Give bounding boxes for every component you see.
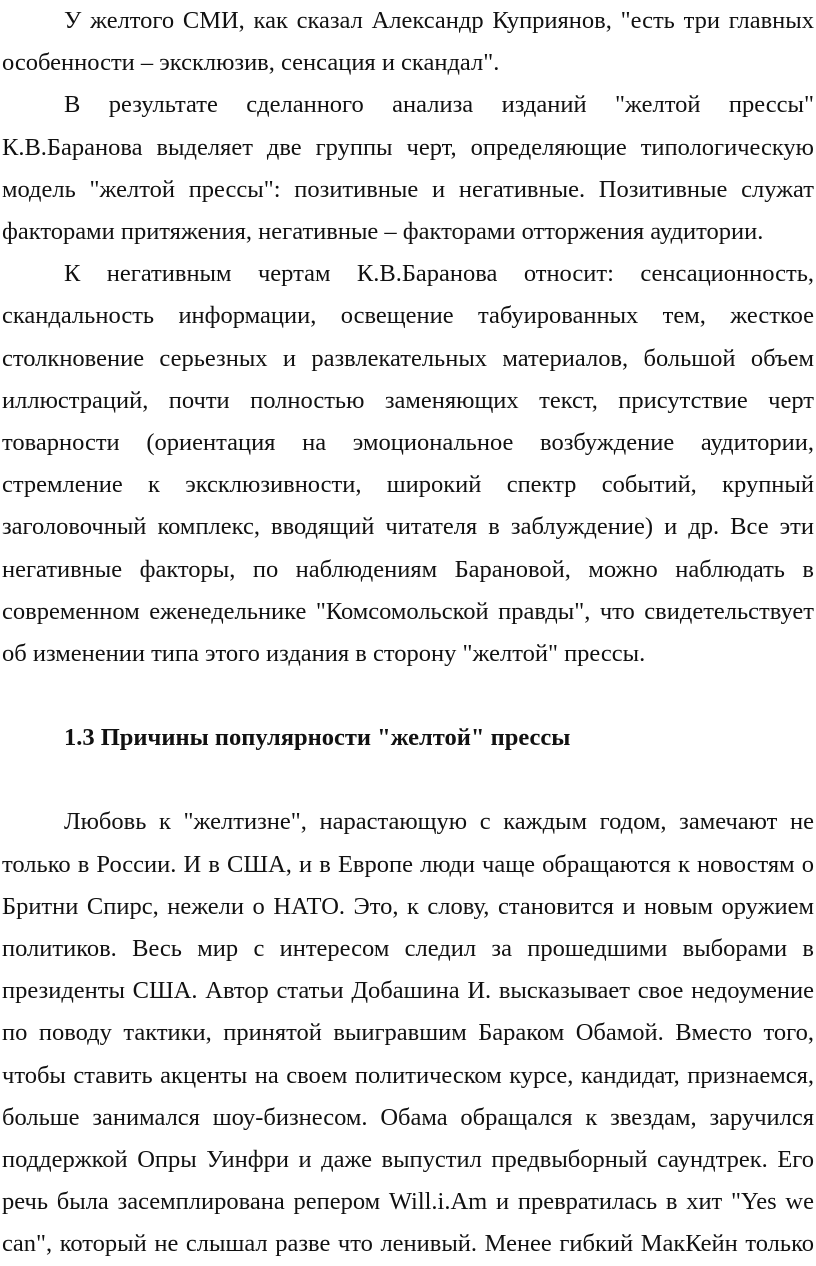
- paragraph-negative-traits: К негативным чертам К.В.Баранова относит: сенсационность, скандальность информации, освещение табуированных тем, жесткое столкновение серьезных и развлекательных материалов, большой объем иллюстраций, почти полностью заменяющих текст, присутствие черт товарности (ориентация на эмоциональное возбуждение аудитории, стремление к эксклюзивности, широкий спектр событий, крупный заголовочный комплекс, вводящий читателя в заблуждение) и др. Все эти негативные факторы, по наблюдениям Барановой, можно наблюдать в современном еженедельнике "Комсомольской правды", что свидетельствует об изменении типа этого издания в сторону "желтой" прессы.: [2, 260, 814, 668]
- paragraph-yellow-media-features: У желтого СМИ, как сказал Александр Куприянов, "есть три главных особенности – эксклюзив, сенсация и скандал".: [2, 7, 814, 77]
- section-heading: 1.3 Причины популярности "желтой" прессы: [64, 724, 571, 752]
- paragraph-baranova-typology: В результате сделанного анализа изданий "желтой прессы" К.В.Баранова выделяет две группы черт, определяющие типологическую модель "желтой прессы": позитивные и негативные. Позитивные служат факторами притяжения, негативные – факторами отторжения аудитории.: [2, 91, 814, 246]
- paragraph-popularity-reasons: Любовь к "желтизне", нарастающую с каждым годом, замечают не только в России. И в США, и в Европе люди чаще обращаются к новостям о Бритни Спирс, нежели о НАТО. Это, к слову, становится и новым оружием политиков. Весь мир с интересом следил за прошедшими выборами в президенты США. Автор статьи Добашина И. высказывает свое недоумение по поводу тактики, принятой выигравшим Бараком Обамой. Вместо того, чтобы ставить акценты на своем политическом курсе, кандидат, признаемся, больше занимался шоу-бизнесом. Обама обращался к звездам, заручился поддержкой Опры Уинфри и даже выпустил предвыборный саундтрек. Его речь была засемплирована репером Will.i.Am и превратилась в хит "Yes we can", который не слышал разве что ленивый. Менее гибкий МакКейн только: [2, 808, 814, 1258]
